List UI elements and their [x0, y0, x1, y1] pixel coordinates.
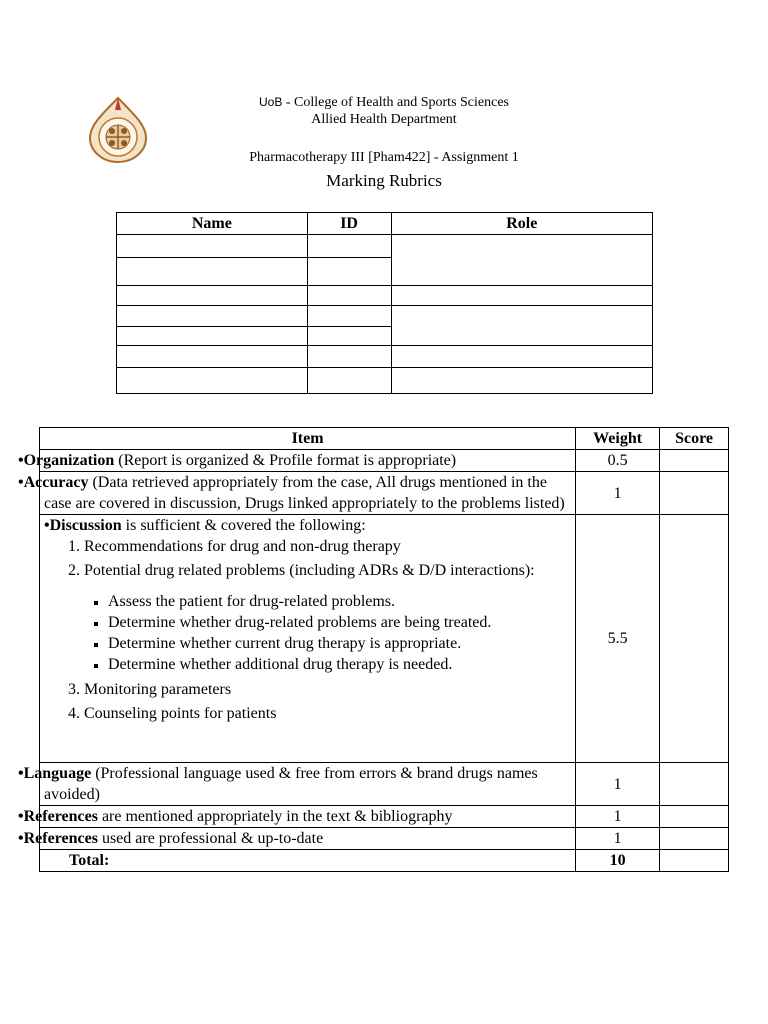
discussion-list [44, 536, 575, 583]
group-members-table [116, 212, 653, 394]
column-header-item: Item [40, 428, 576, 450]
subpoint-list [44, 591, 575, 675]
bullet: • [18, 452, 24, 469]
rubric-row-total [40, 850, 729, 872]
list-item: ▪ Determine whether drug-related problems are being treated. [108, 612, 575, 633]
id-cell[interactable] [307, 258, 391, 286]
item-cell [18, 828, 576, 850]
item-cell [18, 763, 576, 806]
item-text: (Report is organized & Profile format is appropriate) [114, 452, 457, 469]
rubric-row-references-citation [40, 806, 729, 828]
role-cell[interactable] [391, 286, 653, 306]
column-header-weight: Weight [576, 428, 660, 450]
college-name: - College of Health and Sports Sciences [282, 95, 509, 110]
column-header-id: ID [307, 213, 391, 235]
item-text: (Data retrieved appropriately from the case, All drugs mentioned in the case are covered in discussion, Drugs linked appropriately to the problems listed) [44, 474, 565, 512]
score-cell[interactable] [660, 515, 729, 763]
item-cell [18, 472, 576, 515]
role-cell[interactable] [391, 306, 653, 346]
id-cell[interactable] [307, 368, 391, 394]
id-cell[interactable] [307, 327, 391, 346]
score-cell[interactable] [660, 806, 729, 828]
item-label: References [23, 808, 98, 825]
rubric-row-discussion [40, 515, 729, 763]
bullet: • [18, 765, 24, 782]
rubric-table [18, 427, 729, 872]
item-text: is sufficient & covered the following: [121, 517, 366, 534]
course-title: Pharmacotherapy III [Pham422] - Assignment 1 [249, 150, 519, 165]
list-item: 1. Recommendations for drug and non-drug therapy [84, 536, 575, 557]
total-score-cell[interactable] [660, 850, 729, 872]
department-name: Allied Health Department [311, 112, 457, 127]
table-row [117, 235, 653, 258]
name-cell[interactable] [117, 368, 308, 394]
item-label: Organization [23, 452, 115, 469]
score-cell[interactable] [660, 450, 729, 472]
total-label: Total: [40, 850, 576, 872]
list-item: 3. Monitoring parameters [84, 679, 575, 700]
id-cell[interactable] [307, 346, 391, 368]
item-text: used are professional & up-to-date [97, 830, 324, 847]
bullet: • [18, 830, 24, 847]
weight-cell: 1 [576, 472, 660, 515]
bullet: • [18, 808, 24, 825]
item-label: Language [23, 765, 92, 782]
score-cell[interactable] [660, 763, 729, 806]
college-line [0, 94, 768, 111]
list-item: ▪ Determine whether current drug therapy is appropriate. [108, 633, 575, 654]
table-row [117, 286, 653, 306]
list-item: ▪ Assess the patient for drug-related problems. [108, 591, 575, 612]
item-label: Accuracy [23, 474, 89, 491]
table-row [117, 368, 653, 394]
list-item: ▪ Determine whether additional drug therapy is needed. [108, 654, 575, 675]
column-header-role: Role [391, 213, 653, 235]
rubric-row-language [40, 763, 729, 806]
weight-cell: 1 [576, 828, 660, 850]
id-cell[interactable] [307, 286, 391, 306]
role-cell[interactable] [391, 235, 653, 286]
column-header-score: Score [660, 428, 729, 450]
name-cell[interactable] [117, 346, 308, 368]
weight-cell: 5.5 [576, 515, 660, 763]
weight-cell: 0.5 [576, 450, 660, 472]
table-header-row [117, 213, 653, 235]
weight-cell: 1 [576, 806, 660, 828]
list-item: 2. Potential drug related problems (including ADRs & D/D interactions): [84, 559, 575, 583]
item-cell [40, 515, 576, 763]
item-text: are mentioned appropriately in the text & bibliography [97, 808, 453, 825]
name-cell[interactable] [117, 235, 308, 258]
score-cell[interactable] [660, 828, 729, 850]
name-cell[interactable] [117, 327, 308, 346]
table-row [117, 306, 653, 327]
discussion-list-continued [44, 679, 575, 724]
item-label: Discussion [49, 517, 122, 534]
uob-abbrev: UoB [258, 95, 283, 109]
weight-cell: 1 [576, 763, 660, 806]
table-header-row [40, 428, 729, 450]
role-cell[interactable] [391, 368, 653, 394]
item-text: (Professional language used & free from errors & brand drugs names avoided) [44, 765, 538, 803]
id-cell[interactable] [307, 306, 391, 327]
rubric-row-organization [40, 450, 729, 472]
table-row [117, 346, 653, 368]
page-title: Marking Rubrics [326, 171, 442, 190]
rubric-row-accuracy [40, 472, 729, 515]
name-cell[interactable] [117, 306, 308, 327]
list-item: 4. Counseling points for patients [84, 703, 575, 724]
bullet: • [18, 474, 24, 491]
name-cell[interactable] [117, 258, 308, 286]
score-cell[interactable] [660, 472, 729, 515]
name-cell[interactable] [117, 286, 308, 306]
id-cell[interactable] [307, 235, 391, 258]
column-header-name: Name [117, 213, 308, 235]
item-cell [18, 806, 576, 828]
item-cell [18, 450, 576, 472]
total-weight: 10 [576, 850, 660, 872]
item-label: References [23, 830, 98, 847]
role-cell[interactable] [391, 346, 653, 368]
bullet: • [44, 517, 50, 534]
rubric-row-references-quality [40, 828, 729, 850]
